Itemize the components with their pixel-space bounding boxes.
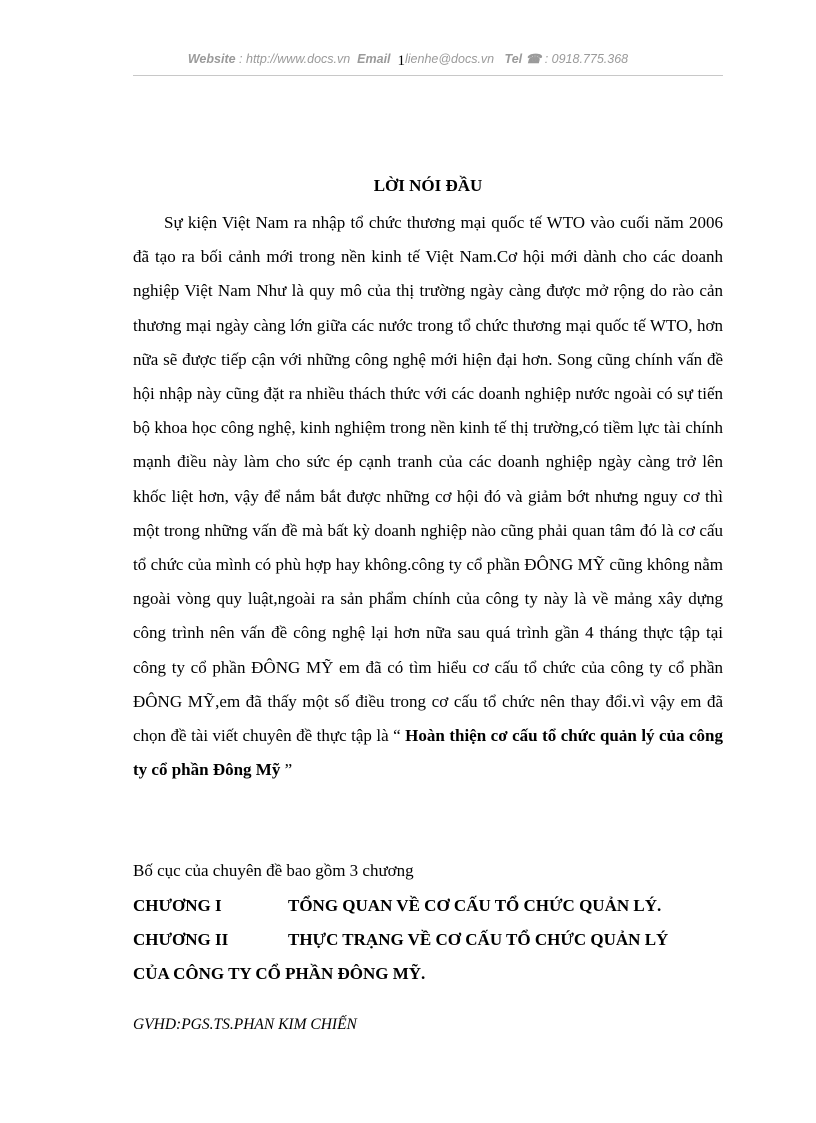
document-title: LỜI NÓI ĐẦU [373,176,483,195]
tel-value: : 0918.775.368 [544,52,629,66]
tel-label: Tel [504,52,523,66]
chapter-1-title: TỔNG QUAN VỀ CƠ CẤU TỔ CHỨC QUẢN LÝ. [288,896,662,915]
email-value: lienhe@docs.vn [404,52,495,66]
paragraph-text: Sự kiện Việt Nam ra nhập tổ chức thương mại quốc tế WTO vào cuối năm 2006 đã tạo ra bối cảnh mới trong nền kinh tế Việt Nam.Cơ hội mới dành cho các doanh nghiệp Việt Nam Như là quy mô của thị trường ngày càng được mở rộng do rào cản thương mại ngày càng lớn giữa các nước trong tổ chức thương mại quốc tế WTO, hơn nữa sẽ được tiếp cận với những công nghệ mới hiện đại hơn. Song cũng chính vấn đề hội nhập này cũng đặt ra nhiều thách thức với các doanh nghiệp nước ngoài có sự tiến bộ khoa học công nghệ, kinh nghiệm trong nền kinh tế thị trường,có tiềm lực tài chính mạnh điều này làm cho sức ép cạnh tranh của các doanh nghiệp ngày càng trở lên khốc liệt hơn, vậy để nắm bắt được những cơ hội đó và giảm bớt nhưng nguy cơ thì một trong những vấn đề mà bất kỳ doanh nghiệp nào cũng phải quan tâm đó là cơ cấu tổ chức của mình có phù hợp hay không.công ty cổ phần ĐÔNG MỸ cũng không nằm ngoài vòng quy luật,ngoài ra sản phẩm chính của công ty này là về mảng xây dựng công trình nên vấn đề công nghệ lại hơn nữa sau quá trình gần 4 tháng thực tập tại công ty cổ phần ĐÔNG MỸ em đã có tìm hiểu cơ cấu tổ chức của công ty cổ phần ĐÔNG MỸ,em đã thấy một số điều trong cơ cấu tổ chức nên thay đổi.vì vậy em đã chọn đề tài viết chuyên đề thực tập là [133,213,723,746]
page-header [0,51,816,68]
chapter-2-title: THỰC TRẠNG VỀ CƠ CẤU TỔ CHỨC QUẢN LÝ [288,930,669,949]
chapter-2-label: CHƯƠNG II [133,930,229,949]
topic-title: Hoàn thiện cơ cấu tổ chức quản lý của công ty cổ phần Đông Mỹ [133,726,724,780]
website-value: : http://www.docs.vn [239,52,351,66]
website-label: Website [187,52,236,66]
page-number: 1 [397,53,405,69]
quote-close: ” [284,760,293,780]
intro-paragraph [133,206,723,787]
chapter-1 [133,896,723,916]
phone-icon: ☎ [525,52,542,66]
email-label: Email [357,52,391,66]
supervisor-footer: GVHD:PGS.TS.PHAN KIM CHIẾN [133,1016,357,1033]
chapter-2-continued: CỦA CÔNG TY CỔ PHẦN ĐÔNG MỸ. [133,964,426,983]
chapter-1-label: CHƯƠNG I [133,896,222,915]
structure-line: Bố cục của chuyên đề bao gồm 3 chương [133,861,414,880]
header-divider [133,75,723,76]
chapter-2 [133,930,723,950]
quote-open: “ [393,726,401,746]
